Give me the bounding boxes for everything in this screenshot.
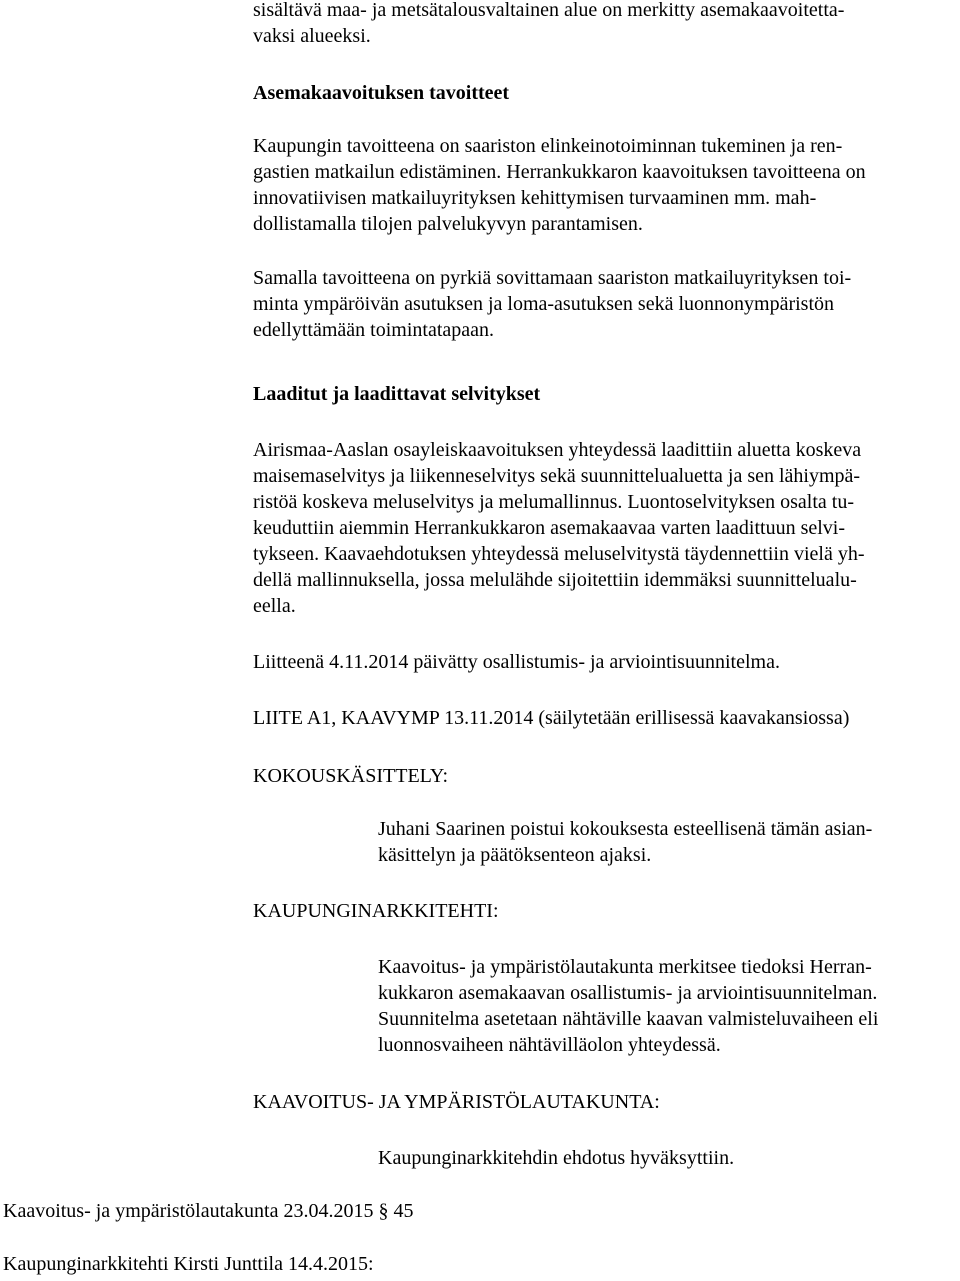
- goals-paragraph-2: [253, 265, 851, 343]
- surveys-line: tykseen. Kaavaehdotuksen yhteydessä meluselvitystä täydennettiin vielä yh-: [253, 543, 865, 565]
- surveys-line: Airismaa-Aaslan osayleiskaavoituksen yhteydessä laadittiin aluetta koskeva: [253, 439, 862, 461]
- board-label: KAAVOITUS- JA YMPÄRISTÖLAUTAKUNTA:: [253, 1091, 660, 1113]
- surveys-line: maisemaselvitys ja liikenneselvitys sekä suunnittelualuetta ja sen lähiympä-: [253, 465, 861, 487]
- meeting-label: KOKOUSKÄSITTELY:: [253, 765, 449, 787]
- goals-line: edellyttämään toimintatapaan.: [253, 319, 495, 341]
- attachment-line: LIITE A1, KAAVYMP 13.11.2014 (säilytetään erillisessä kaavakansiossa): [253, 707, 850, 729]
- goals-line: dollistamalla tilojen palvelukyvyn parantamisen.: [253, 213, 643, 235]
- architect-line: Suunnitelma asetetaan nähtäville kaavan valmisteluvaiheen eli: [378, 1008, 879, 1030]
- surveys-paragraph: [253, 437, 865, 619]
- meeting-line: käsittelyn ja päätöksenteon ajaksi.: [378, 844, 652, 866]
- intro-line: vaksi alueeksi.: [253, 25, 371, 47]
- architect-line: luonnosvaiheen nähtävilläolon yhteydessä.: [378, 1034, 721, 1056]
- goals-line: innovatiivisen matkailuyrityksen kehittymisen turvaaminen mm. mah-: [253, 187, 817, 209]
- surveys-line: dellä mallinnuksella, jossa melulähde sijoitettiin idemmäksi suunnittelualu-: [253, 569, 857, 591]
- footer-meeting-ref: Kaavoitus- ja ympäristölautakunta 23.04.2015 § 45: [3, 1200, 414, 1222]
- goals-paragraph: [253, 133, 866, 237]
- goals-line: gastien matkailun edistäminen. Herrankukkaron kaavoituksen tavoitteena on: [253, 161, 866, 183]
- surveys-line: eella.: [253, 595, 296, 617]
- attachment-line: Liitteenä 4.11.2014 päivätty osallistumis- ja arviointisuunnitelma.: [253, 651, 780, 673]
- meeting-line: Juhani Saarinen poistui kokouksesta esteellisenä tämän asian-: [378, 818, 873, 840]
- goals-line: Samalla tavoitteena on pyrkiä sovittamaan saariston matkailuyrityksen toi-: [253, 267, 852, 289]
- architect-line: kukkaron asemakaavan osallistumis- ja arviointisuunnitelman.: [378, 982, 878, 1004]
- section-heading-surveys: Laaditut ja laadittavat selvitykset: [253, 383, 541, 405]
- architect-label: KAUPUNGINARKKITEHTI:: [253, 900, 499, 922]
- intro-line: sisältävä maa- ja metsätalousvaltainen alue on merkitty asemakaavoitetta-: [253, 0, 845, 21]
- goals-line: minta ympäröivän asutuksen ja loma-asutuksen sekä luonnonympäristön: [253, 293, 834, 315]
- surveys-line: ristöä koskeva meluselvitys ja melumallinnus. Luontoselvityksen osalta tu-: [253, 491, 855, 513]
- architect-text: [378, 954, 878, 1058]
- surveys-line: keuduttiin aiemmin Herrankukkaron asemakaavaa varten laadittuun selvi-: [253, 517, 846, 539]
- architect-line: Kaavoitus- ja ympäristölautakunta merkitsee tiedoksi Herran-: [378, 956, 872, 978]
- footer-architect-ref: Kaupunginarkkitehti Kirsti Junttila 14.4.2015:: [3, 1253, 374, 1275]
- board-decision: Kaupunginarkkitehdin ehdotus hyväksyttiin.: [378, 1147, 735, 1169]
- goals-line: Kaupungin tavoitteena on saariston elinkeinotoiminnan tukeminen ja ren-: [253, 135, 843, 157]
- intro-paragraph: [253, 0, 844, 49]
- section-heading-goals: Asemakaavoituksen tavoitteet: [253, 82, 510, 104]
- meeting-text: [378, 816, 872, 868]
